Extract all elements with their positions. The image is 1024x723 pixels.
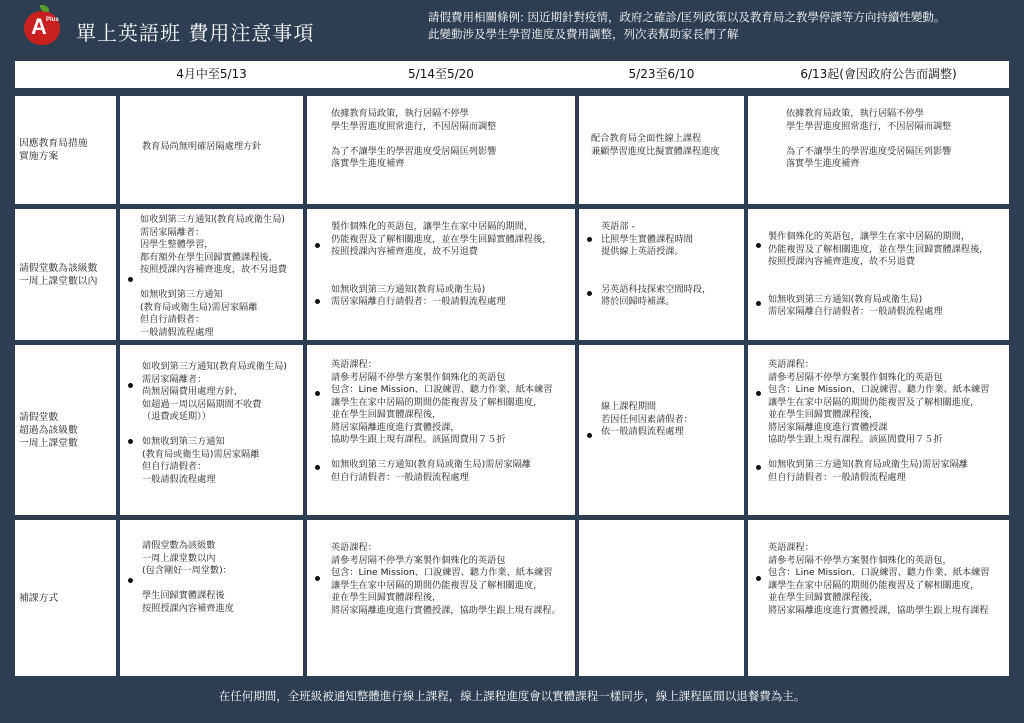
policy-note-line1: 請假費用相關條例: 因近期針對疫情，政府之確診/匡列政策以及教育局之教學停課等方向持續性變動。 (428, 10, 946, 24)
logo-letter: A (31, 14, 47, 39)
cell-text: 如收到第三方通知(教育局或衛生局) 需居家隔離者： 尚無居隔費用處理方針， 如超過一周以居隔期間不收費 （退費或延期）） 如無收到第三方通知 (教育局或衛生局)需居家隔離 但自行請假者： 一般請假流程處理 (142, 361, 287, 485)
bullet-icon (587, 291, 592, 296)
bullet-icon (315, 465, 320, 470)
table-cell (579, 345, 744, 515)
cell-text: 英語課程： 請參考居隔不停學方案製作個殊化的英語包 包含：Line Mission、口說練習、聽力作業、紙本練習 讓學生在家中居隔的期間仍能複習及了解相關進度， 並在學生回歸實體課程後， 將居家隔離進度進行實體授課 協助學生跟上現有課程。該區間費用７５折 如無收到第三方通知(教育局或衛生局)需居家隔離 但自行請假者：一般請假流程處理 (768, 359, 990, 483)
bullet-icon (756, 465, 761, 470)
table-cell (748, 96, 1009, 204)
row-label (15, 520, 116, 676)
policy-note-line2: 此變動涉及學生學習進度及費用調整，列次表幫助家長們了解 (428, 27, 739, 41)
table-cell (579, 96, 744, 204)
table-cell (120, 209, 303, 340)
logo-plus: Plus (46, 17, 59, 23)
bullet-icon (315, 391, 320, 396)
cell-text: 請假堂數為該級數 一周上課堂數以內 (包含剛好一周堂數)： 學生回歸實體課程後 按照授課內容補齊進度 (142, 540, 234, 614)
bullet-icon (315, 299, 320, 304)
cell-text: 英語課程： 請參考居隔不停學方案製作個殊化的英語包， 包含：Line Mission、口說練習、聽力作業、紙本練習 讓學生在家中居隔的期間仍能複習及了解相關進度， 並在學生回歸實體課程後， 將居家隔離進度進行實體授課，協助學生跟上現有課程 (768, 542, 990, 616)
bullet-icon (315, 243, 320, 248)
table-cell (748, 345, 1009, 515)
column-header-3: 5/23至6/10 (628, 67, 695, 81)
row-label (15, 96, 116, 204)
table-cell (748, 209, 1009, 340)
column-header-1: 4月中至5/13 (176, 67, 247, 81)
table-cell (120, 520, 303, 676)
bullet-icon (128, 383, 133, 388)
cell-text: 依據教育局政策，執行居隔不停學 學生學習進度照常進行，不因居隔而調整 為了不讓學生的學習進度受居隔匡列影響 落實學生進度補齊 (786, 108, 952, 169)
bullet-icon (756, 301, 761, 306)
table-cell (307, 345, 575, 515)
table-cell (579, 520, 744, 676)
cell-text: 英語課程： 請參考居隔不停學方案製作個殊化的英語包 包含：Line Mission、口說練習、聽力作業、紙本練習 讓學生在家中居隔的期間仍能複習及了解相關進度， 並在學生回歸實體課程後， 將居家隔離進度進行實體授課， 協助學生跟上現有課程。該區間費用７５折 如無收到第三方通知(教育局或衛生局)需居家隔離 但自行請假者：一般請假流程處理 (331, 359, 553, 483)
bullet-icon (315, 576, 320, 581)
cell-text: 線上課程期間 若因任何因素請假者： 依一般請假流程處理 (601, 401, 693, 437)
cell-text: 如收到第三方通知(教育局或衛生局) 需居家隔離者： 因學生整體學習， 都有額外在學生回歸實體課程後， 按照授課內容補齊進度，故不另退費 如無收到第三方通知 (教育局或衛生局)需居家隔離 但自行請假者： 一般請假流程處理 (140, 214, 287, 338)
table-cell (120, 345, 303, 515)
table-cell (748, 520, 1009, 676)
cell-text: 教育局尚無明確居隔處理方針 (142, 141, 262, 152)
table-cell (579, 209, 744, 340)
cell-text: 配合教育局全面性線上課程 兼顧學習進度比擬實體課程進度 (591, 133, 720, 157)
bullet-icon (756, 243, 761, 248)
bullet-icon (756, 391, 761, 396)
row-label-text: 補課方式 (19, 592, 59, 604)
page-title: 單上英語班 費用注意事項 (76, 21, 315, 45)
cell-text: 製作個殊化的英語包，讓學生在家中居隔的期間， 仍能複習及了解相關進度，並在學生回歸實體課程後， 按照授課內容補齊進度，故不另退費 如無收到第三方通知(教育局或衛生局) 需居家隔離自行請假者：一般請假流程處理 (768, 231, 989, 317)
cell-text: 英語課程： 請參考居隔不停學方案製作個殊化的英語包 包含：Line Mission、口說練習、聽力作業、紙本練習 讓學生在家中居隔的期間仍能複習及了解相關進度， 並在學生回歸實體課程後， 將居家隔離進度進行實體授課，協助學生跟上現有課程。 (331, 542, 561, 616)
row-label (15, 345, 116, 515)
table-cell (307, 96, 575, 204)
row-label-text: 請假堂數為該級數 一周上課堂數以內 (19, 262, 98, 287)
table-cell (307, 520, 575, 676)
row-label (15, 209, 116, 340)
bullet-icon (756, 576, 761, 581)
row-label-text: 請假堂數 超過為該級數 一周上課堂數 (19, 411, 78, 449)
row-label-text: 因應教育局措施 實施方案 (19, 138, 88, 162)
bullet-icon (128, 439, 133, 444)
cell-text: 製作個殊化的英語包，讓學生在家中居隔的期間， 仍能複習及了解相關進度，並在學生回歸實體課程後， 按照授課內容補齊進度，故不另退費 如無收到第三方通知(教育局或衛生局) 需居家隔離自行請假者：一般請假流程處理 (331, 221, 552, 307)
logo (24, 9, 60, 45)
bullet-icon (587, 433, 592, 438)
bullet-icon (587, 237, 592, 242)
column-header-4: 6/13起(會因政府公告而調整) (800, 67, 957, 81)
policy-note (428, 9, 1018, 43)
bullet-icon (128, 277, 133, 282)
footer-note: 在任何期間，全班級被通知整體進行線上課程，線上課程進度會以實體課程一樣同步，線上課程區間以退餐費為主。 (218, 689, 806, 703)
table-cell (120, 96, 303, 204)
table-cell (307, 209, 575, 340)
bullet-icon (128, 578, 133, 583)
cell-text: 英語部 - 比照學生實體課程時間 提供線上英語授課。 另英語科技探索空間時段， 將於回歸時補課。 (601, 221, 712, 307)
header (0, 0, 1024, 58)
column-header-2: 5/14至5/20 (408, 67, 474, 81)
cell-text: 依據教育局政策，執行居隔不停學 學生學習進度照常進行，不因居隔而調整 為了不讓學生的學習進度受居隔匡列影響 落實學生進度補齊 (331, 108, 497, 169)
